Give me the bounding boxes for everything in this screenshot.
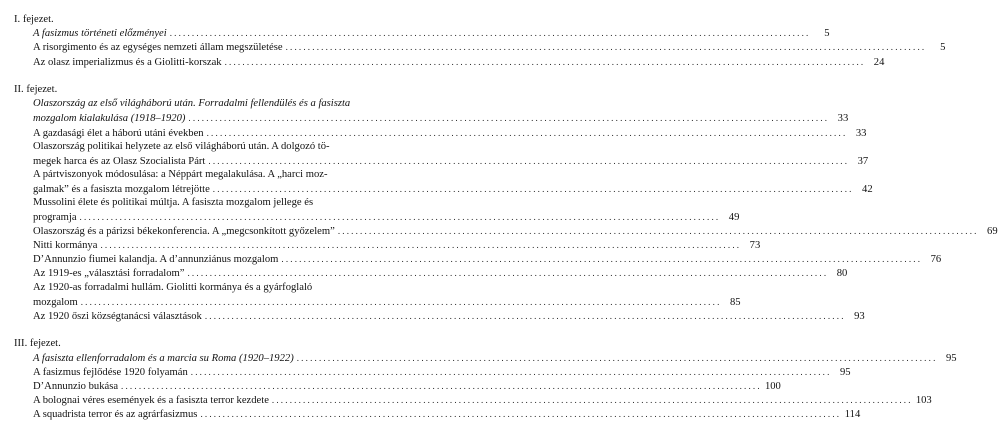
page-number: 5: [940, 42, 946, 53]
page-number: 5: [824, 28, 830, 39]
entry-text: A squadrista terror és az agrárfasizmus: [33, 409, 198, 420]
toc-entry: [33, 408, 861, 421]
dot-leader: ................................................................................................................................................: [200, 409, 842, 419]
entry-text: A fasizmus fejlődése 1920 folyamán: [33, 367, 188, 378]
dot-leader: ................................................................................................................................................: [190, 367, 832, 377]
page-number: 95: [839, 367, 851, 378]
page-number: 114: [844, 409, 861, 420]
toc-entry: [33, 366, 851, 379]
toc-entry: [33, 183, 873, 196]
toc-entry: [33, 267, 848, 280]
dot-leader: ................................................................................................................................................: [281, 254, 923, 264]
dot-leader: ................................................................................................................................................: [80, 297, 722, 307]
page-number: 95: [945, 353, 957, 364]
dot-leader: ................................................................................................................................................: [169, 28, 811, 38]
entry-text: Az 1920-as forradalmi hullám. Giolitti kormánya és a gyárfoglaló: [33, 282, 313, 293]
page-number: 73: [749, 240, 761, 251]
page-number: 80: [836, 268, 848, 279]
toc-entry: [33, 155, 869, 168]
entry-text: programja: [33, 212, 77, 223]
chapter-title: mozgalom kialakulása (1918–1920): [33, 113, 186, 124]
chapter-heading: I. fejezet.: [14, 14, 54, 25]
entry-text: galmak” és a fasiszta mozgalom létrejötte: [33, 184, 210, 195]
toc-chapter-title: [33, 352, 957, 365]
dot-leader: ................................................................................................................................................: [100, 240, 742, 250]
page-number: 42: [862, 184, 873, 195]
toc-entry: [33, 253, 942, 266]
dot-leader: ................................................................................................................................................: [206, 128, 848, 138]
toc-chapter-title: [33, 112, 849, 125]
dot-leader: ................................................................................................................................................: [271, 395, 913, 405]
entry-text: Olaszország és a párizsi békekonferencia. A „megcsonkított győzelem”: [33, 226, 335, 237]
toc-entry: [33, 310, 865, 323]
dot-leader: ................................................................................................................................................: [296, 353, 938, 363]
entry-text: Az olasz imperializmus és a Giolitti-korszak: [33, 57, 222, 68]
entry-text: mozgalom: [33, 297, 78, 308]
toc-entry: [33, 394, 932, 407]
dot-leader: ................................................................................................................................................: [187, 268, 829, 278]
toc-entry: [33, 225, 998, 238]
page-number: 103: [915, 395, 932, 406]
entry-text: Az 1919-es „választási forradalom”: [33, 268, 185, 279]
entry-text: A risorgimento és az egységes nemzeti állam megszületése: [33, 42, 283, 53]
dot-leader: ................................................................................................................................................: [212, 184, 854, 194]
entry-text: Az 1920 őszi községtanácsi választások: [33, 311, 202, 322]
entry-text: A bolognai véres események és a fasiszta terror kezdete: [33, 395, 269, 406]
chapter-heading: III. fejezet.: [14, 338, 61, 349]
page-number: 93: [854, 311, 865, 322]
chapter-title: A fasizmus történeti előzményei: [33, 28, 167, 39]
dot-leader: ................................................................................................................................................: [204, 311, 846, 321]
entry-text: D’Annunzio fiumei kalandja. A d’annunziánus mozgalom: [33, 254, 279, 265]
page-number: 24: [873, 57, 885, 68]
toc-entry: [33, 56, 885, 69]
entry-text: D’Annunzio bukása: [33, 381, 119, 392]
entry-text: A pártviszonyok módosulása: a Néppárt megalakulása. A „harci moz-: [33, 169, 328, 180]
dot-leader: ................................................................................................................................................: [208, 156, 850, 166]
dot-leader: ................................................................................................................................................: [79, 212, 721, 222]
page-number: 85: [729, 297, 741, 308]
page-number: 100: [764, 381, 781, 392]
page-number: 49: [728, 212, 740, 223]
page-number: 76: [930, 254, 942, 265]
page-number: 69: [987, 226, 998, 237]
dot-leader: ................................................................................................................................................: [188, 113, 830, 123]
toc-entry: [33, 239, 761, 252]
chapter-title: Olaszország az első világháború után. Forradalmi fellendülés és a fasiszta: [33, 98, 351, 109]
entry-text: Olaszország politikai helyzete az első világháború után. A dolgozó tö-: [33, 141, 330, 152]
entry-text: Mussolini élete és politikai múltja. A fasiszta mozgalom jellege és: [33, 197, 314, 208]
page-number: 33: [855, 128, 867, 139]
entry-text: A gazdasági élet a háború utáni években: [33, 128, 204, 139]
toc-entry: [33, 211, 740, 224]
page-number: 37: [857, 156, 869, 167]
dot-leader: ................................................................................................................................................: [224, 57, 866, 67]
toc-entry: [33, 296, 741, 309]
dot-leader: ................................................................................................................................................: [337, 226, 979, 236]
toc-entry: [33, 380, 781, 393]
chapter-title: A fasiszta ellenforradalom és a marcia su Roma (1920–1922): [33, 353, 294, 364]
dot-leader: ................................................................................................................................................: [121, 381, 762, 391]
entry-text: megek harca és az Olasz Szocialista Párt: [33, 156, 206, 167]
chapter-heading: II. fejezet.: [14, 84, 58, 95]
dot-leader: ................................................................................................................................................: [285, 42, 927, 52]
toc-entry: [33, 41, 946, 54]
entry-text: Nitti kormánya: [33, 240, 98, 251]
page-number: 33: [837, 113, 849, 124]
toc-entry: [33, 127, 867, 140]
toc-chapter-title: [33, 27, 830, 40]
